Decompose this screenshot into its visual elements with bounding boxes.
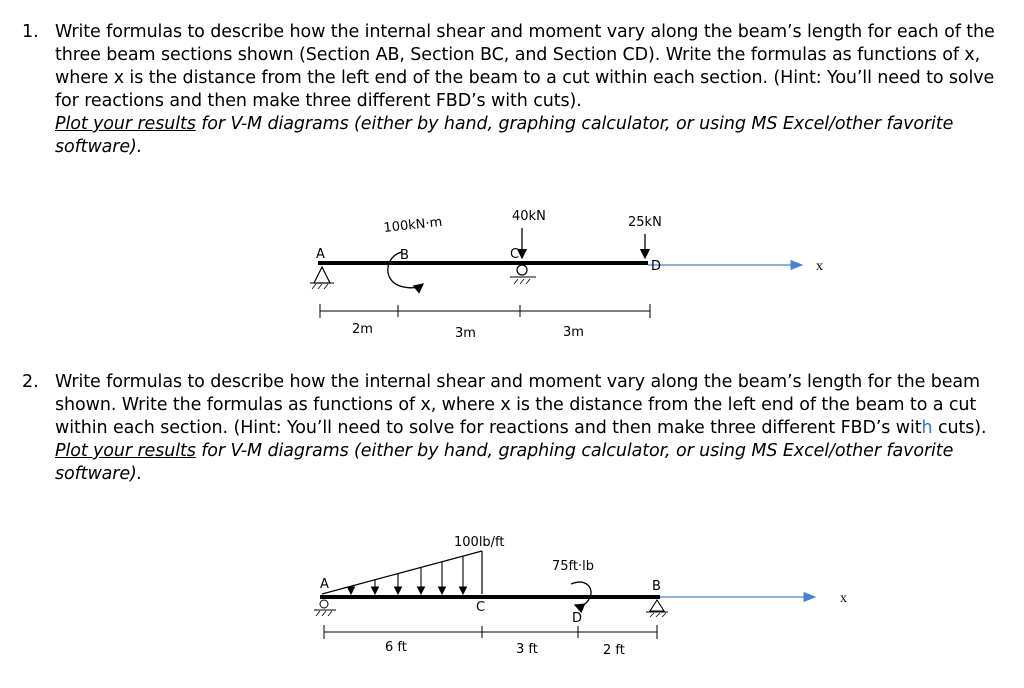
dim-db-label-2: 2 ft [603, 643, 625, 658]
problem-1-statement: Write formulas to describe how the internal shear and moment vary along the beam’s length for each of the three beam sections shown (Section AB, Section BC, and Section CD). Write the formulas as functions of x, where x is the distance from the left end of the beam to a cut within each section. (Hint: You’ll need to solve for reactions and then make three different FBD’s with cuts). [55, 22, 995, 111]
problem-2-statement: Write formulas to describe how the internal shear and moment vary along the beam’s length for the beam shown. Write the formulas as functions of x, where x is the distance from the left end of the beam to a cut within each section. (Hint: You’ll need to solve for reactions and then make three different FBD’s wit [55, 372, 980, 438]
force-c-label-1: 40kN [512, 209, 546, 224]
point-d-label-2: D [572, 611, 583, 626]
dim-ab-label-1: 2m [352, 322, 373, 337]
point-d-label-1: D [651, 259, 662, 274]
problem-1-plot-underlined: Plot your results [55, 114, 196, 134]
problem-2-statement-end: cuts). [932, 418, 987, 438]
point-c-label-2: C [476, 600, 486, 615]
dim-bc-label-1: 3m [455, 326, 476, 341]
moment-label-2: 75ft·lb [552, 559, 594, 574]
distributed-load-arrows-2 [351, 556, 463, 594]
point-b-label-2: B [652, 579, 661, 594]
x-axis-label-2: x [840, 591, 847, 606]
problem-2-highlight-char: h [921, 418, 933, 438]
problem-1-number: 1. [22, 22, 39, 42]
moment-arrow-d-2 [571, 582, 591, 606]
load-label-2: 100lb/ft [454, 535, 505, 550]
problem-2-number: 2. [22, 372, 39, 392]
force-d-label-1: 25kN [628, 215, 662, 230]
point-a-label-2: A [320, 577, 329, 592]
dim-cd-label-1: 3m [563, 325, 584, 340]
problem-1-plot-rest: for V-M diagrams (either by hand, graphing calculator, or using MS Excel/other favorite software). [55, 114, 954, 157]
dim-ac-label-2: 6 ft [385, 640, 407, 655]
point-b-label-1: B [400, 248, 409, 263]
pin-support-a-2 [314, 600, 336, 616]
problem-2-plot-underlined: Plot your results [55, 441, 196, 461]
distributed-load-top-2 [322, 551, 482, 594]
point-a-label-1: A [316, 247, 325, 262]
roller-support-b-2 [646, 600, 668, 617]
moment-label-1: 100kN·m [382, 214, 443, 236]
x-axis-label-1: x [816, 259, 823, 274]
dim-cd-label-2: 3 ft [516, 642, 538, 657]
problem-2-plot-rest: for V-M diagrams (either by hand, graphing calculator, or using MS Excel/other favorite software). [55, 441, 954, 484]
point-c-label-1: C [510, 247, 520, 262]
